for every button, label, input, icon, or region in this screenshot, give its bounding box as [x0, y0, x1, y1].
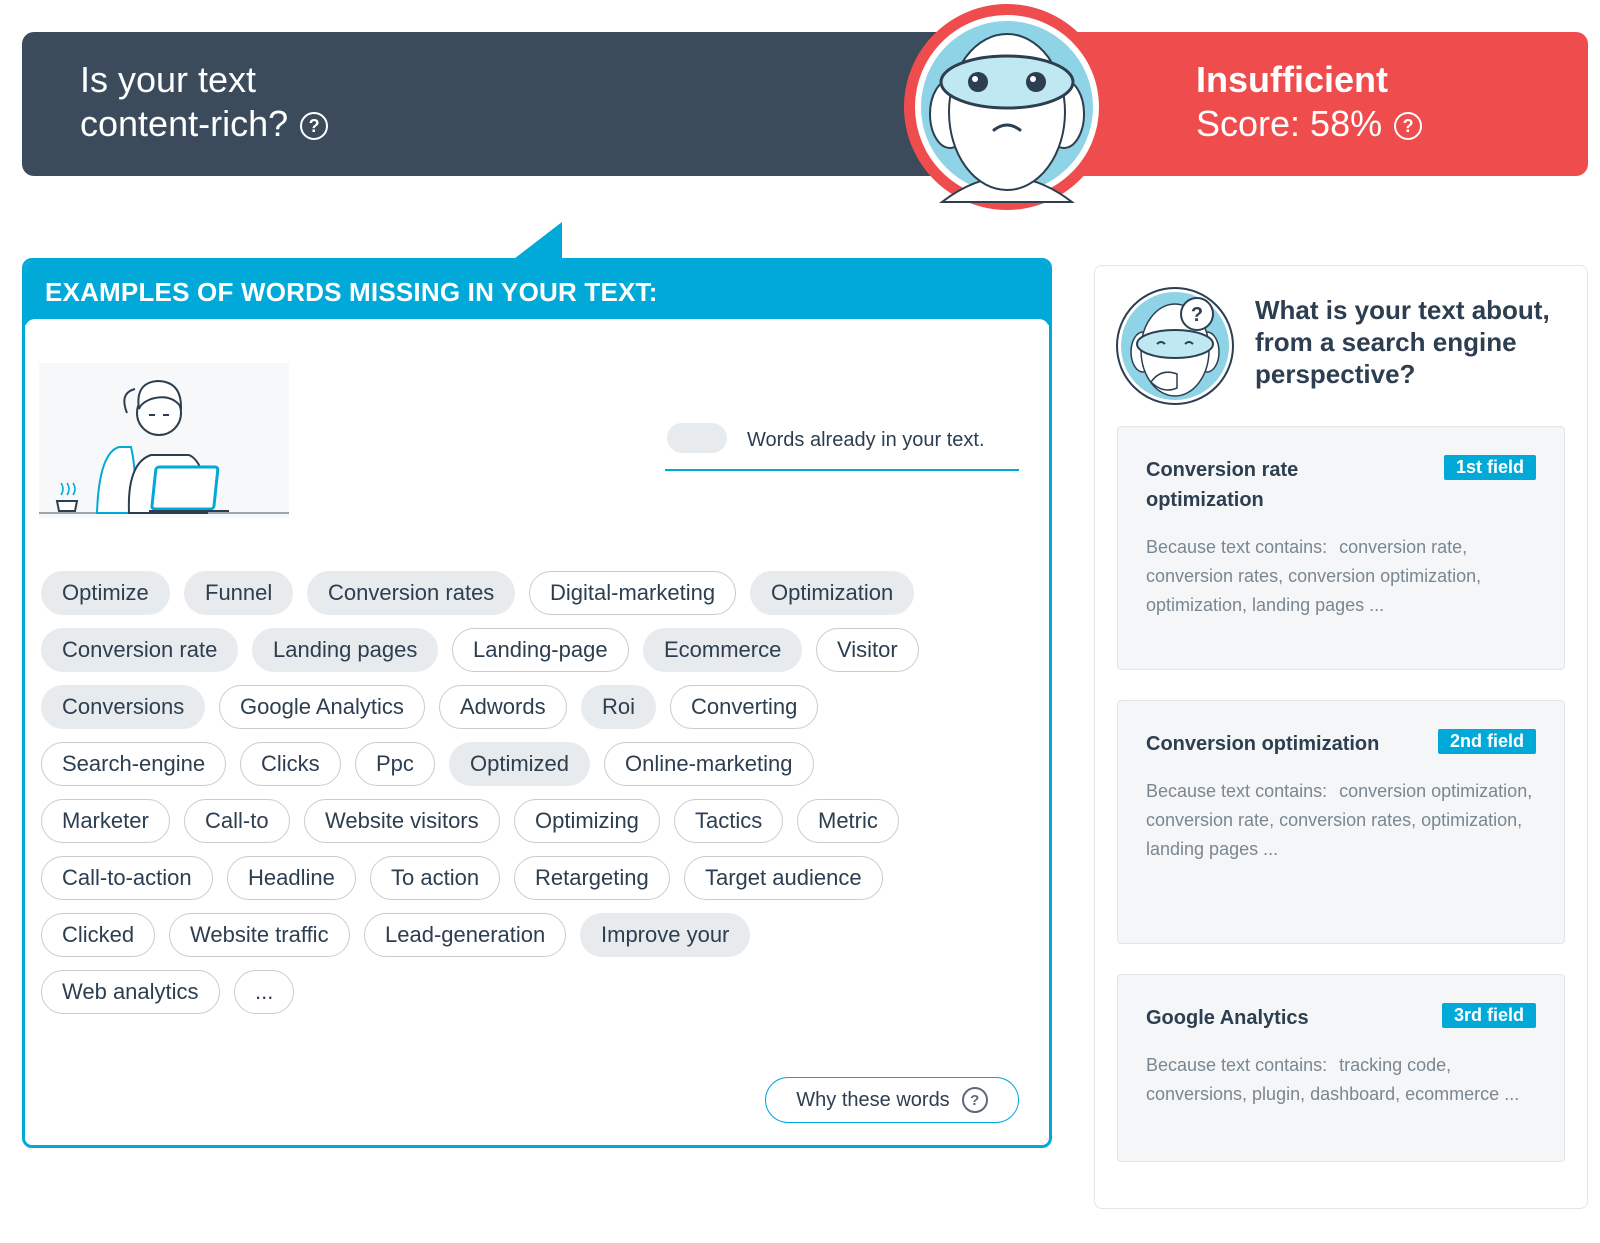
word-tag: Optimized: [449, 742, 590, 786]
word-tag: Headline: [227, 856, 356, 900]
panel-pointer: [510, 222, 562, 262]
word-tag: Lead-generation: [364, 913, 566, 957]
word-tag: Visitor: [816, 628, 919, 672]
word-tag: ...: [234, 970, 294, 1014]
word-tag: Ecommerce: [643, 628, 802, 672]
word-tag: Marketer: [41, 799, 170, 843]
word-tag: Funnel: [184, 571, 293, 615]
why-these-words-label: Why these words: [796, 1088, 950, 1111]
word-tag: Landing pages: [252, 628, 438, 672]
word-tag: Clicks: [240, 742, 341, 786]
field-reason-text: conversion rate, conversion rates, conversion optimization, optimization, landing pages ...: [1146, 537, 1482, 615]
field-reason: [1146, 533, 1536, 620]
word-tag: Improve your: [580, 913, 750, 957]
word-tag: Metric: [797, 799, 899, 843]
field-reason-text: conversion optimization, conversion rate, conversion rates, optimization, landing pages ...: [1146, 781, 1533, 859]
word-tag: Conversion rates: [307, 571, 515, 615]
missing-words-panel: [22, 258, 1052, 1148]
page-title-line2-text: content-rich?: [80, 103, 289, 144]
field-rank-badge: 3rd field: [1442, 1003, 1536, 1028]
word-tag: Conversion rate: [41, 628, 238, 672]
word-tag: Conversions: [41, 685, 205, 729]
topics-title: What is your text about, from a search engine perspective?: [1255, 295, 1550, 389]
field-card-3: [1117, 974, 1565, 1162]
word-tag: Call-to-action: [41, 856, 213, 900]
word-tag: Search-engine: [41, 742, 226, 786]
score-value-row: [1196, 102, 1422, 146]
field-reason-label: Because text contains:: [1146, 537, 1328, 557]
word-tag: Ppc: [355, 742, 435, 786]
word-tag: Web analytics: [41, 970, 220, 1014]
topics-panel: [1094, 265, 1588, 1209]
svg-text:?: ?: [1190, 304, 1204, 326]
help-icon[interactable]: ?: [300, 112, 328, 140]
word-tag: Online-marketing: [604, 742, 814, 786]
thinking-robot-icon: [1115, 286, 1235, 406]
word-tag: Website visitors: [304, 799, 500, 843]
word-tag: Digital-marketing: [529, 571, 736, 615]
word-tag: Retargeting: [514, 856, 670, 900]
field-reason-label: Because text contains:: [1146, 1055, 1328, 1075]
field-reason: [1146, 777, 1536, 864]
legend-swatch: [667, 423, 727, 453]
panel-body-top: [25, 319, 1049, 333]
missing-words-title: EXAMPLES OF WORDS MISSING IN YOUR TEXT:: [25, 261, 1049, 325]
word-tag: Tactics: [674, 799, 783, 843]
woman-at-laptop-illustration: [39, 363, 289, 518]
page-title-line1: Is your text: [80, 59, 257, 100]
word-tag: Landing-page: [452, 628, 629, 672]
field-name: Conversion optimization: [1146, 733, 1380, 755]
field-name: Conversion rate optimization: [1146, 459, 1299, 511]
why-these-words-button[interactable]: [765, 1077, 1019, 1123]
field-reason: [1146, 1051, 1536, 1109]
field-reason-label: Because text contains:: [1146, 781, 1328, 801]
field-name: Google Analytics: [1146, 1007, 1309, 1029]
word-tag: Adwords: [439, 685, 567, 729]
page-title-line2: [80, 102, 328, 146]
score-box: [1196, 58, 1422, 146]
legend: [665, 423, 1019, 471]
word-tag: Optimize: [41, 571, 170, 615]
field-rank-badge: 1st field: [1444, 455, 1536, 480]
why-help-icon: ?: [962, 1087, 988, 1113]
score-status: Insufficient: [1196, 59, 1389, 100]
score-value: Score: 58%: [1196, 103, 1383, 144]
word-tag: To action: [370, 856, 500, 900]
field-card-2: [1117, 700, 1565, 944]
word-tag: Google Analytics: [219, 685, 425, 729]
word-tag: Roi: [581, 685, 656, 729]
page-title: [80, 58, 328, 146]
score-help-icon[interactable]: ?: [1394, 112, 1422, 140]
word-tag: Optimizing: [514, 799, 660, 843]
word-tag: Target audience: [684, 856, 883, 900]
legend-text: Words already in your text.: [747, 429, 985, 451]
sad-robot-icon: [902, 2, 1112, 212]
word-tag: Converting: [670, 685, 818, 729]
word-tag: Call-to: [184, 799, 290, 843]
field-card-1: [1117, 426, 1565, 670]
word-tag: Clicked: [41, 913, 155, 957]
word-tag: Optimization: [750, 571, 914, 615]
field-rank-badge: 2nd field: [1438, 729, 1536, 754]
field-reason-text: tracking code, conversions, plugin, dashboard, ecommerce ...: [1146, 1055, 1520, 1104]
word-tag: Website traffic: [169, 913, 350, 957]
